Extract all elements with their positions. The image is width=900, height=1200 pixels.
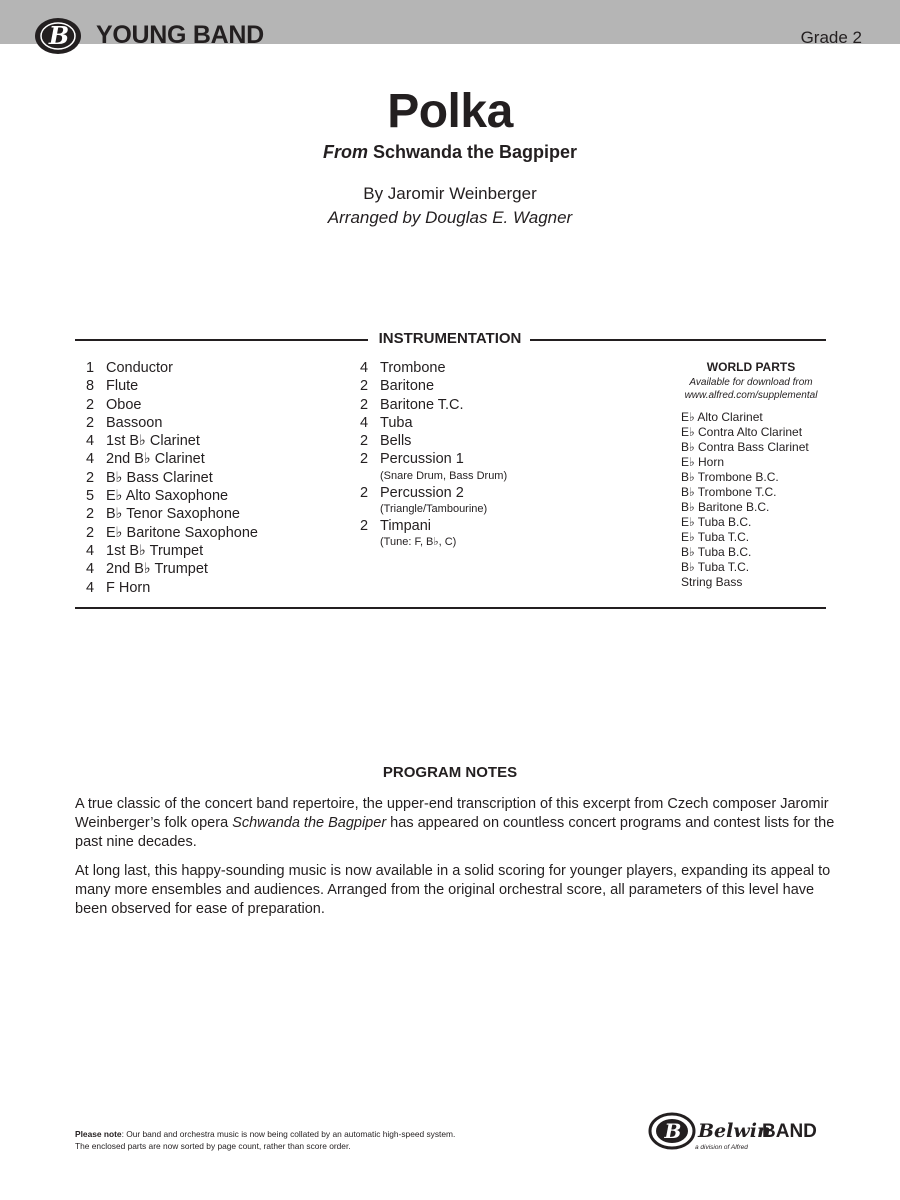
instrumentation-heading: INSTRUMENTATION xyxy=(378,330,522,347)
instrument-row xyxy=(86,377,258,395)
subtitle-prefix: From xyxy=(322,142,368,162)
world-part-item: B♭ Tuba B.C. xyxy=(681,545,752,559)
series-name: YOUNG BAND xyxy=(96,21,264,49)
instrument-quantity: 2 xyxy=(360,396,369,413)
instrument-name-text: Bells xyxy=(380,433,412,450)
instrumentation-bottom-rule xyxy=(75,607,826,609)
instrument-quantity: 2 xyxy=(86,396,95,413)
program-notes-paragraph-1 xyxy=(75,795,835,852)
footnote-line-1 xyxy=(75,1129,455,1141)
footnote-line-2: The enclosed parts are now sorted by page count, rather than score order. xyxy=(75,1140,351,1151)
world-part-item: E♭ Alto Clarinet xyxy=(681,410,763,424)
instrument-name xyxy=(380,517,456,550)
instrument-name xyxy=(106,432,200,450)
footnote-label: Please note xyxy=(75,1129,122,1139)
program-notes-paragraph-2: At long last, this happy-sounding music is now available in a solid scoring for younger players, expanding its appeal to many more ensembles and audiences. Arranged from the original orchestral score, all parameters of this level have been observed for ease of preparation. xyxy=(75,863,831,917)
instrument-quantity: 1 xyxy=(86,360,95,376)
collation-footnote xyxy=(75,1129,455,1152)
instrument-name-text: 2nd B♭ Clarinet xyxy=(106,451,205,468)
instrument-row xyxy=(86,524,258,542)
instrument-quantity: 2 xyxy=(86,414,95,431)
instrument-name-text: Percussion 1 xyxy=(380,451,464,468)
instrument-row xyxy=(360,396,507,414)
p1-text-after: has appeared on countless concert programs and contest lists for the past nine decades. xyxy=(75,815,835,850)
instrument-name xyxy=(106,377,138,395)
world-parts xyxy=(676,360,826,590)
instrument-name-text: Tuba xyxy=(380,414,413,431)
world-part-item: E♭ Tuba T.C. xyxy=(681,530,750,544)
instrument-name-text: Bassoon xyxy=(106,414,163,431)
instrument-name xyxy=(380,432,411,450)
instrument-quantity: 4 xyxy=(86,451,95,468)
instrument-name xyxy=(106,450,205,468)
instrument-note: (Snare Drum, Bass Drum) xyxy=(380,469,508,482)
world-part-item: B♭ Contra Bass Clarinet xyxy=(681,440,809,454)
instrument-note: (Triangle/Tambourine) xyxy=(380,503,488,516)
instrument-quantity: 2 xyxy=(360,378,369,395)
instrument-name xyxy=(106,560,208,578)
instrument-row xyxy=(86,396,258,414)
footnote-text-1: : Our band and orchestra music is now being collated by an automatic high-speed system. xyxy=(121,1129,456,1139)
world-part-item: B♭ Baritone B.C. xyxy=(681,500,770,514)
instrument-name-text: Flute xyxy=(106,378,139,395)
instrument-name xyxy=(380,377,434,395)
instrument-name xyxy=(106,487,228,505)
world-part-item: B♭ Trombone T.C. xyxy=(681,485,777,499)
publisher-script-name: Belwin xyxy=(698,1120,771,1142)
composer-credit: By Jaromir Weinberger xyxy=(363,184,537,203)
instrument-row xyxy=(360,484,507,517)
world-part-item: E♭ Horn xyxy=(681,455,725,469)
p1-opera-title: Schwanda the Bagpiper xyxy=(232,815,387,831)
instrument-quantity: 2 xyxy=(86,524,95,541)
world-parts-note xyxy=(676,376,826,402)
instrument-name xyxy=(380,396,464,414)
grade-label: Grade 2 xyxy=(800,28,862,47)
instrument-row xyxy=(360,517,507,550)
world-part-item: E♭ Tuba B.C. xyxy=(681,515,752,529)
instrument-name xyxy=(106,396,141,414)
instrument-row xyxy=(86,469,258,487)
instrument-name-text: Conductor xyxy=(106,360,173,376)
instrument-quantity: 8 xyxy=(86,378,95,395)
instrument-row xyxy=(360,432,507,450)
instrument-name-text: E♭ Baritone Saxophone xyxy=(106,524,258,541)
subtitle-source: Schwanda the Bagpiper xyxy=(367,142,578,162)
world-parts-list xyxy=(676,410,826,590)
instrument-name-text: Oboe xyxy=(106,396,142,413)
instrument-name-text: B♭ Bass Clarinet xyxy=(106,469,213,486)
instrument-row xyxy=(86,487,258,505)
instrument-name-text: Trombone xyxy=(380,360,446,376)
instrument-name xyxy=(106,505,240,523)
instrumentation-column-a xyxy=(86,359,258,597)
instrument-name xyxy=(106,579,150,597)
instrument-row xyxy=(360,414,507,432)
instrument-name xyxy=(106,359,173,377)
instrument-row xyxy=(86,542,258,560)
instrument-quantity: 2 xyxy=(360,484,369,501)
program-notes xyxy=(75,795,835,929)
instrument-name-text: 2nd B♭ Trumpet xyxy=(106,561,208,578)
instrument-name-text: 1st B♭ Trumpet xyxy=(106,542,204,559)
instrumentation-column-b xyxy=(360,359,507,550)
world-part-item: String Bass xyxy=(681,575,743,589)
arranger-credit: Arranged by Douglas E. Wagner xyxy=(327,208,573,227)
instrument-quantity: 4 xyxy=(360,414,369,431)
world-parts-title: WORLD PARTS xyxy=(706,360,796,374)
instrument-quantity: 4 xyxy=(360,360,369,376)
instrument-name xyxy=(106,414,162,432)
pub-logo-letter: B xyxy=(664,1119,682,1143)
instrument-name-text: 1st B♭ Clarinet xyxy=(106,433,200,450)
instrument-row xyxy=(86,560,258,578)
world-parts-url: www.alfred.com/supplemental xyxy=(684,390,818,401)
instrument-name-text: Percussion 2 xyxy=(380,484,464,501)
instrument-name-text: Baritone T.C. xyxy=(380,396,464,413)
instrument-name xyxy=(380,484,487,517)
piece-subtitle xyxy=(0,142,900,163)
instrument-row xyxy=(86,414,258,432)
instrument-name-text: Timpani xyxy=(380,518,432,535)
instrument-row xyxy=(360,359,507,377)
program-notes-heading: PROGRAM NOTES xyxy=(382,764,518,781)
world-parts-availability: Available for download from xyxy=(689,377,813,388)
instrument-name-text: Baritone xyxy=(380,378,435,395)
p1-text-before: A true classic of the concert band repertoire, the upper-end transcription of this excerpt from Czech composer Jaromir Weinberger’s folk opera xyxy=(75,796,829,831)
world-part-item: E♭ Contra Alto Clarinet xyxy=(681,425,803,439)
instrument-row xyxy=(86,505,258,523)
instrument-name xyxy=(380,450,507,483)
instrument-quantity: 4 xyxy=(86,542,95,559)
instrument-name-text: E♭ Alto Saxophone xyxy=(106,488,229,505)
instrument-quantity: 5 xyxy=(86,488,95,505)
instrument-row xyxy=(86,579,258,597)
belwin-logo-icon xyxy=(648,1111,700,1151)
instrument-name xyxy=(380,359,446,377)
instrument-name xyxy=(106,469,213,487)
instrument-quantity: 4 xyxy=(86,561,95,578)
young-band-logo-icon xyxy=(33,16,85,56)
instrument-quantity: 2 xyxy=(86,506,95,523)
logo-letter: B xyxy=(48,21,70,50)
world-part-item: B♭ Tuba T.C. xyxy=(681,560,750,574)
publisher-division: a division of Alfred xyxy=(695,1144,748,1151)
world-part-item: B♭ Trombone B.C. xyxy=(681,470,779,484)
instrument-row xyxy=(86,450,258,468)
instrument-name xyxy=(106,542,203,560)
instrument-quantity: 2 xyxy=(86,469,95,486)
instrument-name xyxy=(380,414,413,432)
instrument-name-text: B♭ Tenor Saxophone xyxy=(106,506,240,523)
instrument-quantity: 2 xyxy=(360,451,369,468)
instrument-row xyxy=(360,377,507,395)
instrument-row xyxy=(360,450,507,483)
instrument-quantity: 2 xyxy=(360,433,369,450)
instrument-quantity: 2 xyxy=(360,518,369,535)
piece-title: Polka xyxy=(387,85,513,138)
publisher-band-label: BAND xyxy=(762,1121,817,1142)
instrument-quantity: 4 xyxy=(86,579,95,596)
instrument-row xyxy=(86,432,258,450)
instrument-name-text: F Horn xyxy=(106,579,151,596)
instrument-note: (Tune: F, B♭, C) xyxy=(380,536,457,549)
instrument-row xyxy=(86,359,258,377)
instrument-name xyxy=(106,524,258,542)
instrument-quantity: 4 xyxy=(86,433,95,450)
